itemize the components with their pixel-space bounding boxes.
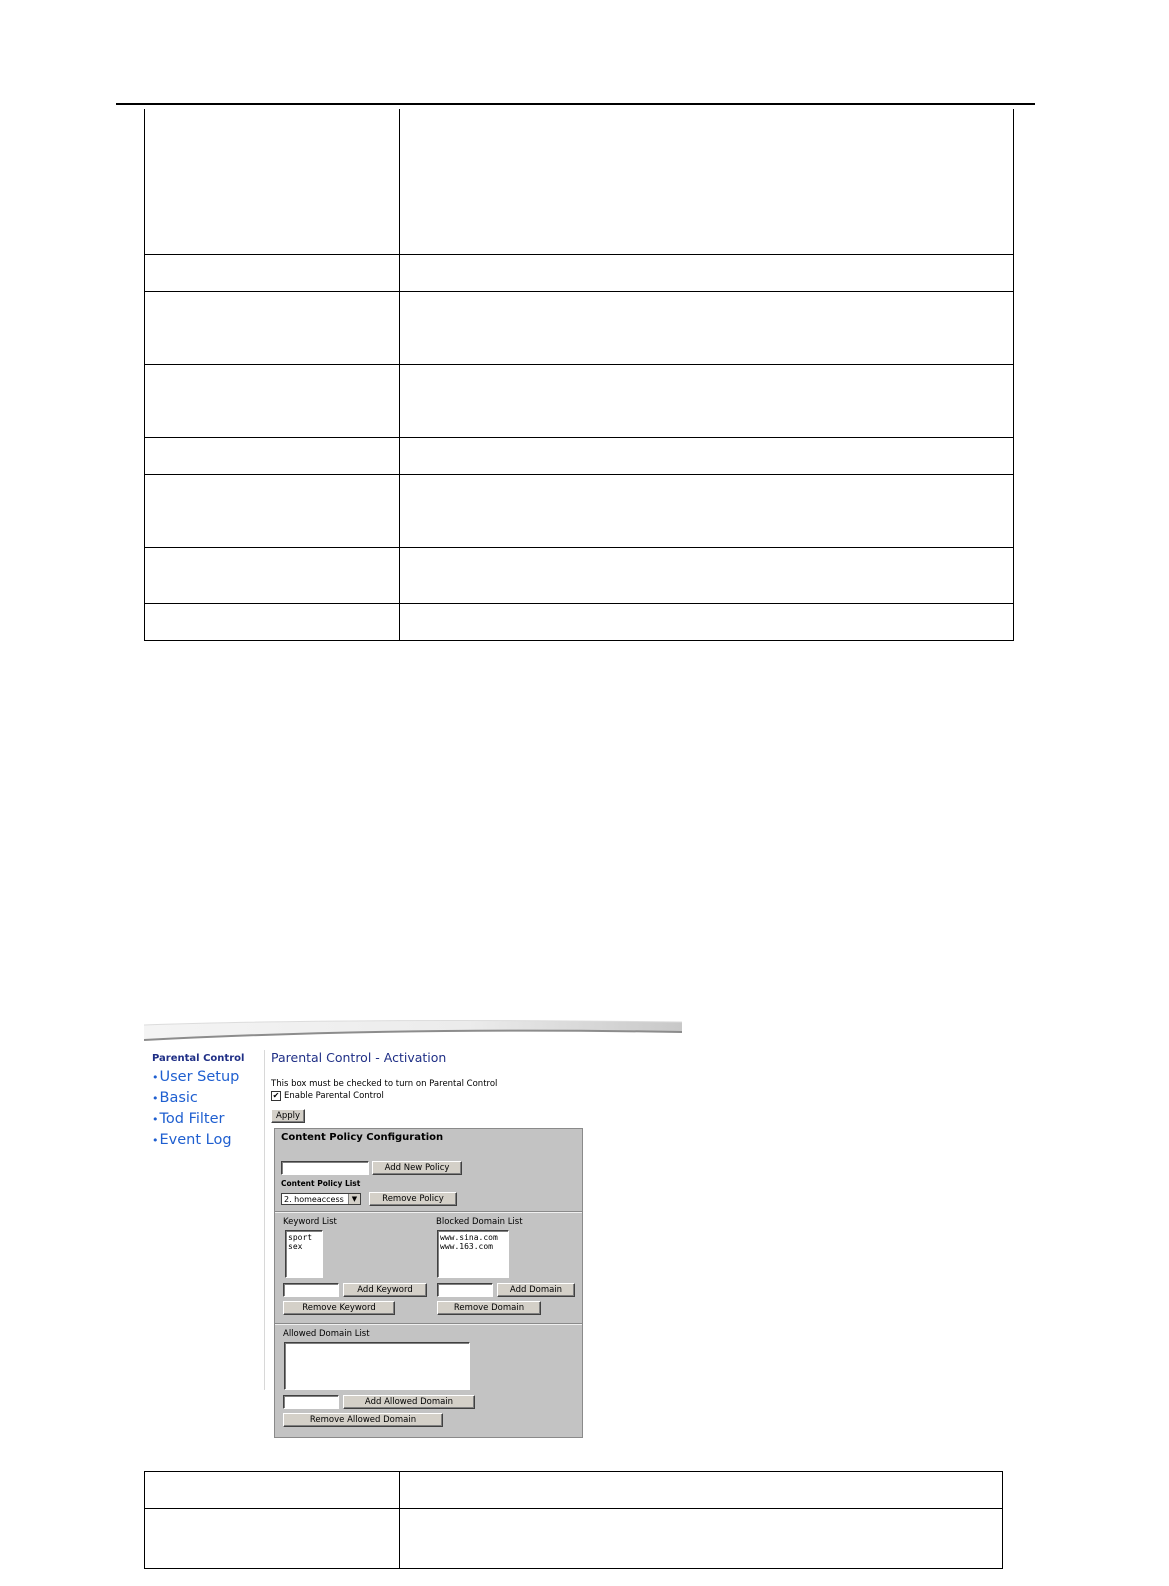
enable-parental-control-checkbox[interactable]: ✔ (272, 1091, 280, 1100)
chevron-down-icon: ▼ (348, 1194, 360, 1204)
nav-item-label: Basic (159, 1090, 198, 1106)
table-row (145, 1472, 1003, 1509)
table-row (145, 547, 1014, 603)
list-item[interactable]: sport (288, 1233, 313, 1242)
add-domain-button[interactable]: Add Domain (497, 1283, 575, 1297)
table-row (145, 437, 1014, 474)
domain-input[interactable] (437, 1283, 493, 1297)
bullet-icon: • (152, 1113, 159, 1126)
keyword-input[interactable] (283, 1283, 339, 1297)
nav-item-basic[interactable] (152, 1088, 264, 1109)
enable-parental-control-label: Enable Parental Control (284, 1091, 384, 1101)
document-table-top (144, 109, 1014, 641)
table-row (145, 254, 1014, 291)
document-table-bottom (144, 1471, 1003, 1569)
header-banner (144, 1020, 682, 1042)
add-keyword-button[interactable]: Add Keyword (343, 1283, 427, 1297)
allowed-domain-listbox[interactable] (284, 1342, 470, 1390)
nav-item-user-setup[interactable] (152, 1067, 264, 1088)
remove-allowed-domain-button[interactable]: Remove Allowed Domain (283, 1413, 443, 1427)
keyword-list-label: Keyword List (283, 1217, 337, 1227)
nav-item-event-log[interactable] (152, 1130, 264, 1151)
sidebar-nav (152, 1053, 264, 1151)
bullet-icon: • (152, 1134, 159, 1147)
keyword-listbox[interactable] (285, 1230, 323, 1278)
bullet-icon: • (152, 1071, 159, 1084)
table-row (145, 109, 1014, 254)
bullet-icon: • (152, 1092, 159, 1105)
allowed-domain-input[interactable] (283, 1395, 339, 1409)
remove-policy-button[interactable]: Remove Policy (369, 1192, 457, 1206)
table-row (145, 603, 1014, 640)
nav-item-label: Event Log (159, 1132, 232, 1148)
table-row (145, 1509, 1003, 1569)
new-policy-input[interactable] (281, 1161, 369, 1175)
nav-item-tod-filter[interactable] (152, 1109, 264, 1130)
add-allowed-domain-button[interactable]: Add Allowed Domain (343, 1395, 475, 1409)
table-row (145, 474, 1014, 547)
content-policy-select[interactable] (281, 1193, 361, 1205)
content-policy-panel (274, 1128, 583, 1438)
remove-keyword-button[interactable]: Remove Keyword (283, 1301, 395, 1315)
blocked-domain-listbox[interactable] (437, 1230, 509, 1278)
nav-item-label: User Setup (159, 1069, 240, 1085)
section-divider (275, 1324, 582, 1325)
nav-item-label: Tod Filter (159, 1111, 225, 1127)
content-policy-list-label: Content Policy List (281, 1179, 361, 1188)
add-new-policy-button[interactable]: Add New Policy (372, 1161, 462, 1175)
header-rule (116, 103, 1035, 105)
nav-title: Parental Control (152, 1053, 245, 1064)
table-row (145, 291, 1014, 364)
table-row (145, 364, 1014, 437)
main-content (271, 1050, 681, 1123)
activation-note: This box must be checked to turn on Parental Control (271, 1079, 498, 1089)
enable-row (271, 1090, 681, 1102)
list-item[interactable]: sex (288, 1242, 303, 1251)
parental-control-screenshot (144, 1020, 684, 1440)
apply-button[interactable]: Apply (271, 1109, 305, 1123)
section-divider (275, 1212, 582, 1213)
list-item[interactable]: www.sina.com (440, 1233, 498, 1242)
allowed-domain-list-label: Allowed Domain List (283, 1329, 370, 1339)
content-policy-title: Content Policy Configuration (281, 1132, 444, 1143)
remove-domain-button[interactable]: Remove Domain (437, 1301, 541, 1315)
list-item[interactable]: www.163.com (440, 1242, 493, 1251)
sidebar-divider (264, 1050, 265, 1390)
page-title: Parental Control - Activation (271, 1050, 447, 1065)
blocked-domain-list-label: Blocked Domain List (436, 1217, 523, 1227)
selected-policy: 2. homeaccess (284, 1195, 344, 1204)
